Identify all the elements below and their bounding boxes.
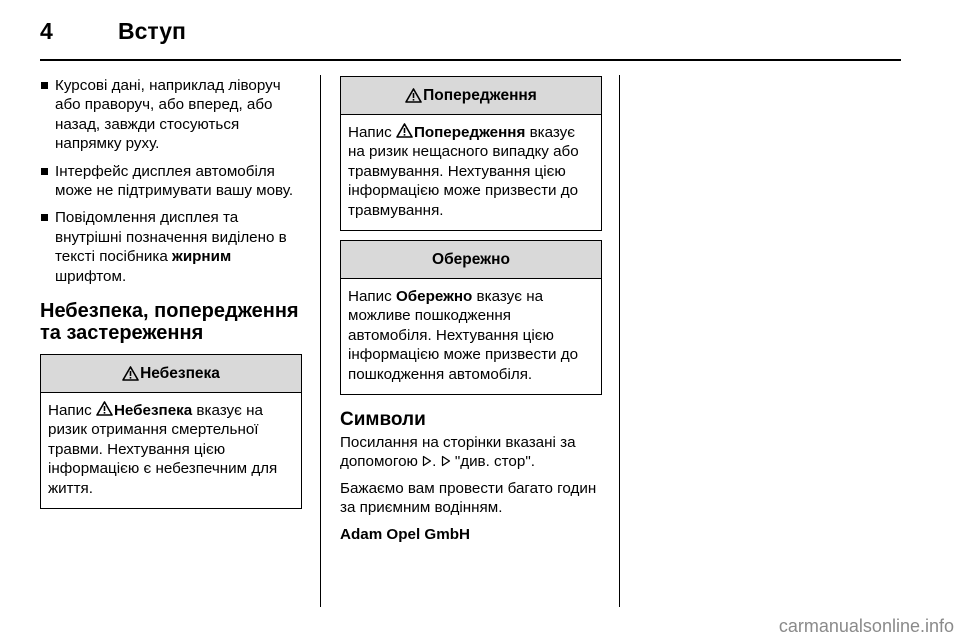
warning-triangle-icon <box>96 401 113 416</box>
symbols-text-pre: Посилання на сторінки вказані за допомогою <box>340 434 576 471</box>
warning-text-pre: Напис <box>348 124 396 141</box>
page-number: 4 <box>40 18 53 44</box>
list-item-text-post: шрифтом. <box>55 267 127 285</box>
list-item-text-pre: Повідомлення дисплея та внутрішні позначення виділено в тексті посібника <box>55 209 287 266</box>
warning-box-header <box>341 77 601 115</box>
caution-box-body <box>341 279 601 394</box>
warning-text-post: вказує на ризик нещасного випадку або травмування. Нехтування цією інформацією може призвести до травмування. <box>348 124 579 219</box>
list-item <box>40 208 302 286</box>
page-title: Вступ <box>118 18 186 44</box>
symbols-heading: Символи <box>340 409 426 431</box>
symbols-text-mid: . <box>432 453 441 471</box>
bullet-square-icon <box>41 82 48 89</box>
warning-box <box>340 76 602 231</box>
list-item-text-bold: жирним <box>172 248 232 266</box>
bullet-square-icon <box>41 214 48 221</box>
warning-triangle-icon <box>122 366 139 381</box>
caution-box-title: Обережно <box>432 250 510 268</box>
column-divider-left <box>320 75 321 607</box>
warning-text-bold: Попередження <box>413 124 526 141</box>
caution-text-bold: Обережно <box>395 288 473 306</box>
bullet-square-icon <box>41 168 48 175</box>
danger-text-bold: Небезпека <box>113 402 193 420</box>
danger-box-title: Небезпека <box>140 364 220 382</box>
danger-text-pre: Напис <box>48 402 96 420</box>
warning-triangle-icon <box>405 88 422 103</box>
intro-list <box>40 76 302 286</box>
list-item <box>40 162 302 201</box>
caution-box <box>340 240 602 395</box>
page-header <box>40 14 900 50</box>
list-item-text: Курсові дані, наприклад ліворуч або праворуч, або вперед, або назад, завжди стосуються напрямку руху. <box>55 77 281 153</box>
signature-text: Adam Opel GmbH <box>340 525 470 543</box>
watermark: carmanualsonline.info <box>778 616 954 636</box>
danger-text-post: вказує на ризик отримання смертельної травми. Нехтування цією інформацією є небезпечним для життя. <box>48 402 278 497</box>
caution-box-header <box>341 241 601 279</box>
signature <box>340 525 602 544</box>
danger-box-header <box>41 355 301 393</box>
closing-paragraph: Бажаємо вам провести багато годин за приємним водінням. <box>340 479 597 517</box>
column-divider-right <box>619 75 620 607</box>
page-reference-arrow-icon <box>422 455 432 467</box>
caution-text-pre: Напис <box>348 288 396 306</box>
header-divider <box>40 59 901 61</box>
danger-box-body <box>41 393 301 508</box>
list-item-text: Інтерфейс дисплея автомобіля може не підтримувати вашу мову. <box>55 162 294 200</box>
symbols-text-post: "див. стор". <box>450 453 535 471</box>
list-item <box>40 76 302 154</box>
page-reference-arrow-icon <box>441 455 451 467</box>
warning-box-title: Попередження <box>423 86 537 104</box>
warning-box-body <box>341 115 601 230</box>
caution-text-post: вказує на можливе пошкодження автомобіля. Нехтування цією інформацією може призвести до пошкодження автомобіля. <box>348 288 579 383</box>
middle-column <box>340 76 602 551</box>
warning-triangle-icon <box>396 123 413 138</box>
section-heading: Небезпека, попередження та застереження <box>40 300 299 345</box>
symbols-paragraph <box>340 433 602 472</box>
left-column <box>40 76 302 518</box>
danger-box <box>40 354 302 509</box>
